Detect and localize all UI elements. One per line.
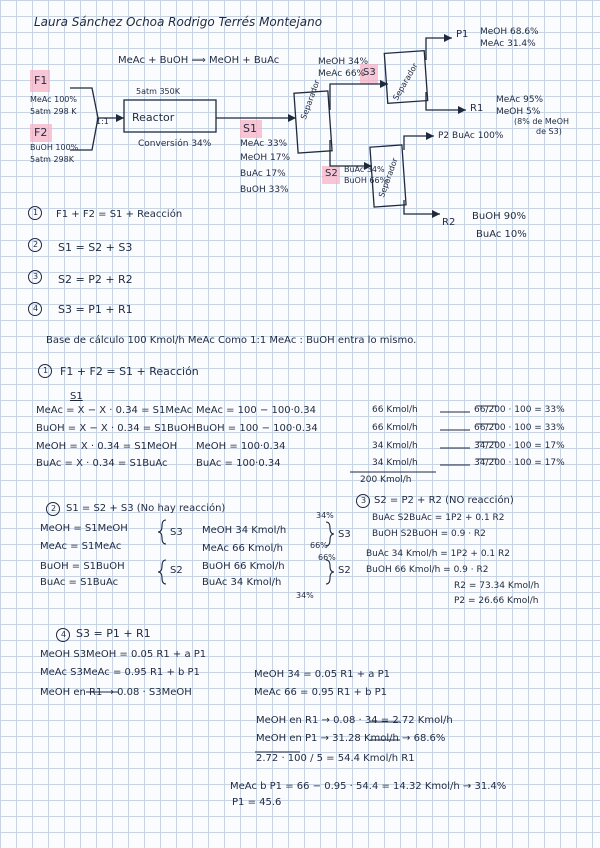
sec4-calc-5: P1 = 45.6 [232, 797, 282, 808]
balance-2: S1 = S2 + S3 [58, 241, 133, 254]
sec2-line-1: MeOH = S1MeOH [40, 523, 128, 534]
section-2-title: S1 = S2 + S3 (No hay reacción) [66, 503, 226, 514]
r1-line-4: de S3) [536, 127, 562, 136]
section-4-title: S3 = P1 + R1 [76, 627, 151, 640]
section-1-number: 1 [43, 366, 49, 375]
section-2-number: 2 [51, 504, 57, 513]
s3-line-1: MeOH 34% [318, 57, 369, 67]
sec2-pct-66b: 66% [318, 553, 336, 562]
reactor-conversion: Conversión 34% [138, 139, 212, 149]
balance-3-number: 3 [33, 272, 39, 281]
separator-2-label: Separador [391, 61, 420, 102]
section-4-number: 4 [61, 630, 67, 639]
p1-label: P1 [456, 29, 469, 40]
sec3-line-1: BuAc S2BuAc = 1P2 + 0.1 R2 [372, 513, 505, 523]
sec1-row-3-b: MeOH = 100·0.34 [196, 441, 286, 452]
s1-line-1: MeAc 33% [240, 139, 288, 149]
sec2-s2-left: S2 [170, 565, 183, 576]
f1-conditions: 5atm 298 K [30, 107, 77, 116]
section-1-title: F1 + F2 = S1 + Reacción [60, 365, 199, 378]
sec1-row-2-c: 66 Kmol/h [372, 423, 418, 433]
sec1-row-1-c: 66 Kmol/h [372, 405, 418, 415]
sec1-row-4-c: 34 Kmol/h [372, 458, 418, 468]
sec1-row-2-b: BuOH = 100 − 100·0.34 [196, 423, 318, 434]
s1-line-2: MeOH 17% [240, 153, 291, 163]
s1-line-3: BuAc 17% [240, 169, 286, 179]
sec4-calc-1: MeOH en R1 → 0.08 · 34 = 2.72 Kmol/h [256, 715, 453, 726]
sec4-right-2: MeAc 66 = 0.95 R1 + b P1 [254, 687, 387, 698]
section-3-number: 3 [361, 496, 367, 505]
r2-label: R2 [442, 217, 456, 228]
sec1-total: 200 Kmol/h [360, 475, 412, 485]
reactor-label: Reactor [132, 111, 175, 124]
sec2-mass-3: BuOH 66 Kmol/h [202, 561, 285, 572]
sec1-row-1-a: MeAc = X − X · 0.34 = S1MeAc [36, 405, 193, 416]
sec1-row-4-a: BuAc = X · 0.34 = S1BuAc [36, 458, 168, 469]
sec2-mass-2: MeAc 66 Kmol/h [202, 543, 283, 554]
sec1-row-3-a: MeOH = X · 0.34 = S1MeOH [36, 441, 178, 452]
f2-label: F2 [34, 126, 48, 139]
sec3-line-4: BuOH 66 Kmol/h = 0.9 · R2 [366, 565, 489, 575]
authors: Laura Sánchez Ochoa Rodrigo Terrés Montejano [34, 15, 323, 29]
s1-line-4: BuOH 33% [240, 185, 289, 195]
balance-1: F1 + F2 = S1 + Reacción [56, 209, 183, 220]
sec4-line-3: MeOH en R1 → 0.08 · S3MeOH [40, 687, 192, 698]
sec4-line-1: MeOH S3MeOH = 0.05 R1 + a P1 [40, 649, 207, 660]
sec1-row-1-d: 66/200 · 100 = 33% [474, 405, 565, 415]
balance-4: S3 = P1 + R1 [58, 303, 133, 316]
balance-3: S2 = P2 + R2 [58, 273, 133, 286]
sec1-row-2-d: 66/200 · 100 = 33% [474, 423, 565, 433]
sec2-s3-left: S3 [170, 527, 183, 538]
p1-line-2: MeAc 31.4% [480, 39, 536, 49]
sec1-row-4-b: BuAc = 100·0.34 [196, 458, 281, 469]
feed-ratio: 1:1 [96, 117, 109, 126]
sec3-line-2: BuOH S2BuOH = 0.9 · R2 [372, 529, 486, 539]
balance-1-number: 1 [33, 208, 39, 217]
sec1-row-1-b: MeAc = 100 − 100·0.34 [196, 405, 317, 416]
section-3-title: S2 = P2 + R2 (NO reacción) [374, 495, 514, 506]
sec2-s2-right: S2 [338, 565, 351, 576]
r1-label: R1 [470, 103, 484, 114]
sec2-mass-1: MeOH 34 Kmol/h [202, 525, 287, 536]
section-1-s1: S1 [70, 391, 83, 402]
sec3-line-5: R2 = 73.34 Kmol/h [454, 581, 540, 591]
p2-label: P2 BuAc 100% [438, 131, 504, 141]
r2-line-2: BuAc 10% [476, 229, 527, 240]
sec2-s3-right: S3 [338, 529, 351, 540]
calculation-basis: Base de cálculo 100 Kmol/h MeAc Como 1:1 MeAc : BuOH entra lo mismo. [46, 335, 417, 346]
balance-4-number: 4 [33, 304, 39, 313]
reactor-conditions: 5atm 350K [136, 87, 180, 96]
sec2-pct-66: 66% [310, 541, 328, 550]
s2-label: S2 [325, 168, 338, 179]
f2-conditions: 5atm 298K [30, 155, 74, 164]
sec4-calc-3: 2.72 · 100 / 5 = 54.4 Kmol/h R1 [256, 753, 415, 764]
separator-3-label: Separador [377, 156, 400, 199]
r2-line-1: BuOH 90% [472, 211, 526, 222]
sec1-row-3-d: 34/200 · 100 = 17% [474, 441, 565, 451]
r1-line-1: MeAc 95% [496, 95, 544, 105]
s1-label: S1 [243, 122, 257, 135]
sec4-calc-2: MeOH en P1 → 31.28 Kmol/h → 68.6% [256, 733, 446, 744]
sec3-line-3: BuAc 34 Kmol/h = 1P2 + 0.1 R2 [366, 549, 510, 559]
sec2-line-2: MeAc = S1MeAc [40, 541, 122, 552]
f1-composition: MeAc 100% [30, 95, 77, 104]
s3-line-2: MeAc 66% [318, 69, 366, 79]
r1-line-2: MeOH 5% [496, 107, 541, 117]
sec2-mass-4: BuAc 34 Kmol/h [202, 577, 282, 588]
sec2-pct-34: 34% [316, 511, 334, 520]
f2-composition: BuOH 100% [30, 143, 79, 152]
sec4-line-2: MeAc S3MeAc = 0.95 R1 + b P1 [40, 667, 200, 678]
sec2-pct-34b: 34% [296, 591, 314, 600]
p1-line-1: MeOH 68.6% [480, 27, 539, 37]
s3-label: S3 [363, 67, 376, 78]
balance-2-number: 2 [33, 240, 39, 249]
sec2-line-3: BuOH = S1BuOH [40, 561, 125, 572]
s2-line-1: BuAc 34% [344, 165, 385, 174]
sec4-calc-4: MeAc b P1 = 66 − 0.95 · 54.4 = 14.32 Kmol/h → 31.4% [230, 781, 507, 792]
r1-line-3: (8% de MeOH [514, 117, 570, 126]
sec1-row-3-c: 34 Kmol/h [372, 441, 418, 451]
sec3-line-6: P2 = 26.66 Kmol/h [454, 596, 539, 606]
sec1-row-4-d: 34/200 · 100 = 17% [474, 458, 565, 468]
s2-line-2: BuOH 66% [344, 176, 388, 185]
separator-1-label: Separador [299, 78, 322, 121]
reaction-equation: MeAc + BuOH ⟹ MeOH + BuAc [118, 55, 280, 66]
sec1-row-2-a: BuOH = X − X · 0.34 = S1BuOH [36, 423, 196, 434]
f1-label: F1 [34, 74, 48, 87]
sec4-right-1: MeOH 34 = 0.05 R1 + a P1 [254, 669, 391, 680]
sec2-line-4: BuAc = S1BuAc [40, 577, 119, 588]
